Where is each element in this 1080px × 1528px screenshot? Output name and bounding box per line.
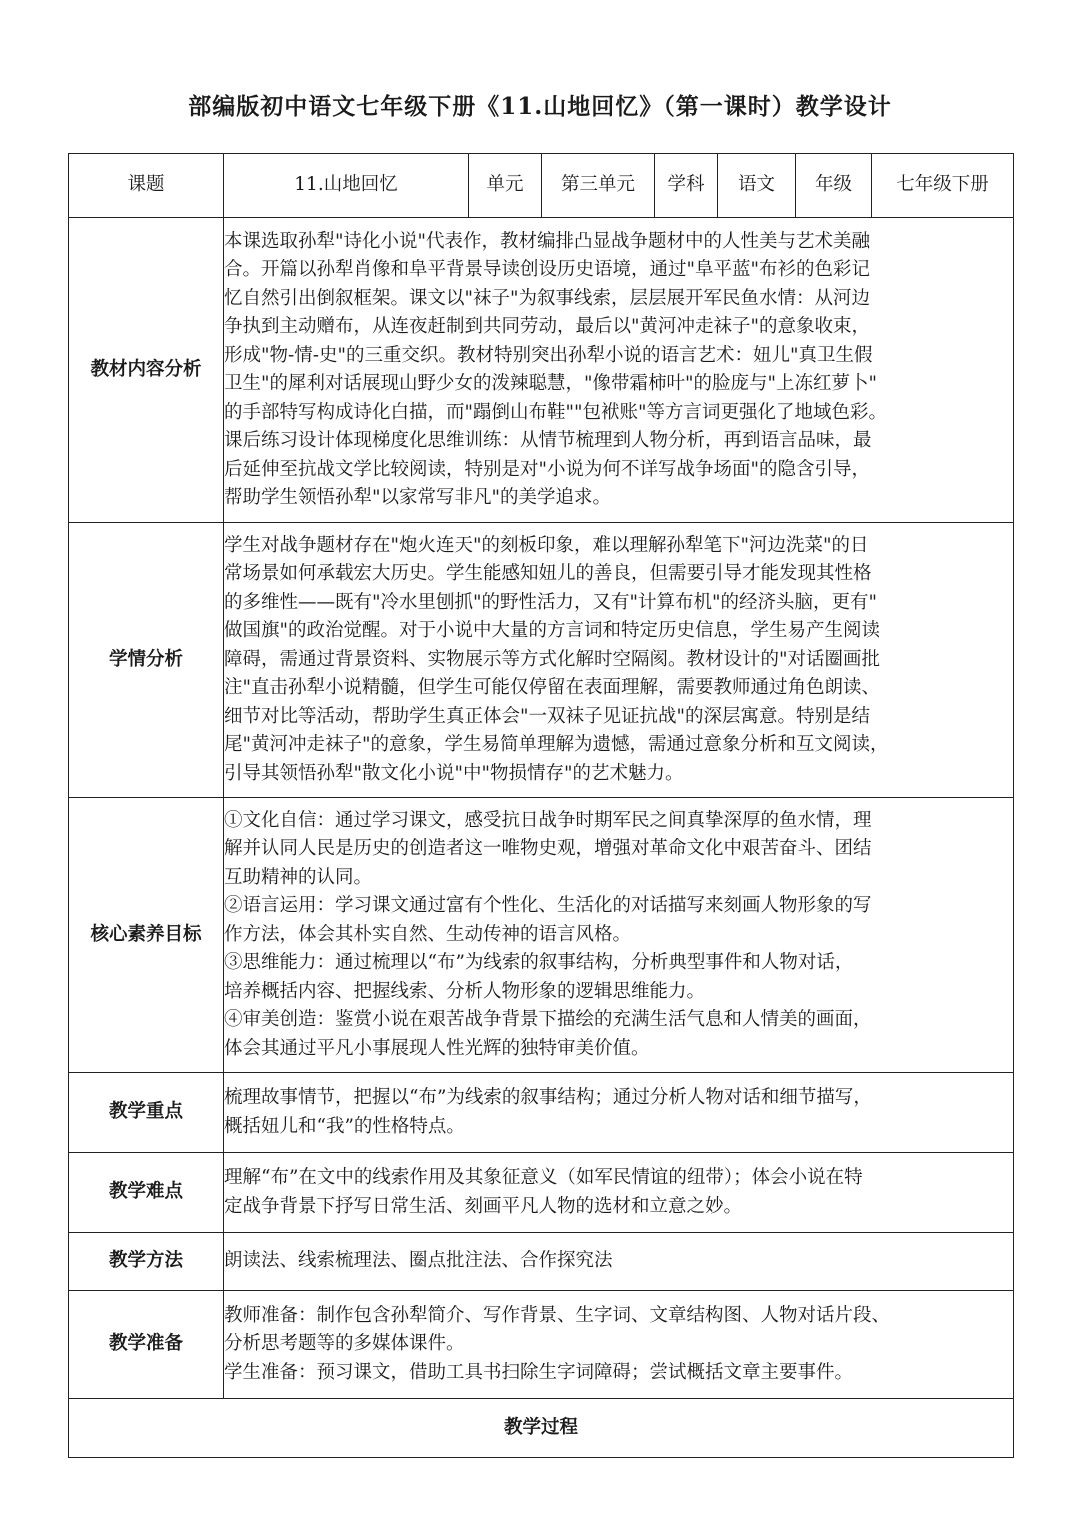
core-goals-row — [69, 798, 1014, 1073]
paragraph-line: 课后练习设计体现梯度化思维训练：从情节梳理到人物分析，再到语言品味，最 — [224, 430, 872, 451]
paragraph-line: 解并认同人民是历史的创造者这一唯物史观，增强对革命文化中艰苦奋斗、团结 — [224, 838, 872, 860]
difficulties-content — [224, 1153, 1014, 1233]
preparation-row — [69, 1291, 1014, 1399]
core-goals-label: 核心素养目标 — [69, 798, 224, 1073]
preparation-label: 教学准备 — [69, 1291, 224, 1399]
lesson-plan-table — [68, 153, 1014, 1458]
paragraph-line: 的手部特写构成诗化白描，而"蹋倒山布鞋""包袱账"等方言词更强化了地域色彩。 — [224, 401, 888, 423]
paragraph-line: 合。开篇以孙犁肖像和阜平背景导读创设历史语境，通过"阜平蓝"布衫的色彩记 — [224, 259, 871, 280]
paragraph-line: 帮助学生领悟孙犁"以家常写非凡"的美学追求。 — [224, 487, 612, 508]
unit-value: 第三单元 — [542, 154, 655, 218]
paragraph-line: 引导其领悟孙犁"散文化小说"中"物损情存"的艺术魅力。 — [224, 762, 684, 784]
subject-value: 语文 — [718, 154, 796, 218]
paragraph-line: 学生准备：预习课文，借助工具书扫除生字词障碍；尝试概括文章主要事件。 — [224, 1361, 854, 1383]
paragraph-line: 的多维性——既有"冷水里刨抓"的野性活力，又有"计算布机"的经济头脑，更有" — [224, 591, 878, 613]
material-analysis-label: 教材内容分析 — [69, 218, 224, 523]
learner-analysis-label: 学情分析 — [69, 523, 224, 798]
paragraph-line: 做国旗"的政治觉醒。对于小说中大量的方言词和特定历史信息，学生易产生阅读 — [224, 620, 881, 642]
key-points-label: 教学重点 — [69, 1073, 224, 1153]
paragraph-line: 分析思考题等的多媒体课件。 — [224, 1333, 465, 1355]
paragraph-line: 障碍，需通过背景资料、实物展示等方式化解时空隔阂。教材设计的"对话圈画批 — [224, 648, 881, 670]
preparation-content — [224, 1291, 1014, 1399]
methods-label: 教学方法 — [69, 1233, 224, 1291]
paragraph-line: 细节对比等活动，帮助学生真正体会"一双袜子见证抗战"的深层寓意。特别是结 — [224, 705, 871, 727]
process-heading: 教学过程 — [69, 1399, 1014, 1458]
paragraph-line: 后延伸至抗战文学比较阅读，特别是对"小说为何不详写战争场面"的隐含引导， — [224, 458, 871, 480]
header-row — [69, 154, 1014, 218]
methods-row — [69, 1233, 1014, 1291]
paragraph-line: 定战争背景下抒写日常生活、刻画平凡人物的选材和立意之妙。 — [224, 1195, 743, 1217]
process-row — [69, 1399, 1014, 1458]
paragraph-line: ①文化自信：通过学习课文，感受抗日战争时期军民之间真挚深厚的鱼水情，理 — [224, 809, 872, 831]
key-points-content — [224, 1073, 1014, 1153]
paragraph-line: 梳理故事情节，把握以“布”为线索的叙事结构；通过分析人物对话和细节描写， — [224, 1087, 872, 1108]
subject-label: 学科 — [655, 154, 718, 218]
difficulties-row — [69, 1153, 1014, 1233]
document-title: 部编版初中语文七年级下册《11.山地回忆》（第一课时）教学设计 — [188, 93, 892, 120]
paragraph-line: 忆自然引出倒叙框架。课文以"袜子"为叙事线索，层层展开军民鱼水情：从河边 — [224, 287, 871, 309]
paragraph-line: ②语言运用：学习课文通过富有个性化、生活化的对话描写来刻画人物形象的写 — [224, 895, 872, 917]
paragraph-line: 朗读法、线索梳理法、圈点批注法、合作探究法 — [224, 1250, 613, 1272]
paragraph-line: 概括妞儿和“我”的性格特点。 — [224, 1115, 465, 1137]
topic-label: 课题 — [69, 154, 224, 218]
paragraph-line: 形成"物-情-史"的三重交织。教材特别突出孙犁小说的语言艺术：妞儿"真卫生假 — [224, 344, 873, 366]
paragraph-line: 卫生"的犀利对话展现山野少女的泼辣聪慧，"像带霜柿叶"的脸庞与"上冻红萝卜" — [224, 373, 878, 394]
paragraph-line: 学生对战争题材存在"炮火连天"的刻板印象，难以理解孙犁笔下"河边洗菜"的日 — [224, 534, 869, 556]
core-goals-content — [224, 798, 1014, 1073]
paragraph-line: 互助精神的认同。 — [224, 866, 373, 888]
paragraph-line: 作方法，体会其朴实自然、生动传神的语言风格。 — [224, 923, 632, 945]
difficulties-label: 教学难点 — [69, 1153, 224, 1233]
paragraph-line: 常场景如何承载宏大历史。学生能感知妞儿的善良，但需要引导才能发现其性格 — [224, 563, 872, 585]
paragraph-line: 本课选取孙犁"诗化小说"代表作，教材编排凸显战争题材中的人性美与艺术美融 — [224, 230, 871, 252]
grade-value: 七年级下册 — [872, 154, 1014, 218]
paragraph-line: 体会其通过平凡小事展现人性光辉的独特审美价值。 — [224, 1037, 650, 1059]
paragraph-line: 理解“布”在文中的线索作用及其象征意义（如军民情谊的纽带）；体会小说在特 — [224, 1167, 863, 1188]
paragraph-line: 教师准备：制作包含孙犁简介、写作背景、生字词、文章结构图、人物对话片段、 — [224, 1304, 891, 1326]
material-analysis-row — [69, 218, 1014, 523]
paragraph-line: 注"直击孙犁小说精髓，但学生可能仅停留在表面理解，需要教师通过角色朗读、 — [224, 677, 881, 699]
paragraph-line: 争执到主动赠布，从连夜赶制到共同劳动，最后以"黄河冲走袜子"的意象收束， — [224, 316, 871, 337]
paragraph-line: 培养概括内容、把握线索、分析人物形象的逻辑思维能力。 — [224, 980, 706, 1002]
key-points-row — [69, 1073, 1014, 1153]
learner-analysis-row — [69, 523, 1014, 798]
paragraph-line: ③思维能力：通过梳理以“布”为线索的叙事结构，分析典型事件和人物对话， — [224, 952, 854, 974]
unit-label: 单元 — [469, 154, 542, 218]
grade-label: 年级 — [796, 154, 872, 218]
material-analysis-content — [224, 218, 1014, 523]
topic-value: 11.山地回忆 — [224, 154, 469, 218]
paragraph-line: 尾"黄河冲走袜子"的意象，学生易简单理解为遗憾，需通过意象分析和互文阅读， — [224, 734, 889, 756]
learner-analysis-content — [224, 523, 1014, 798]
methods-content — [224, 1233, 1014, 1291]
paragraph-line: ④审美创造：鉴赏小说在艰苦战争背景下描绘的充满生活气息和人情美的画面， — [224, 1009, 872, 1031]
